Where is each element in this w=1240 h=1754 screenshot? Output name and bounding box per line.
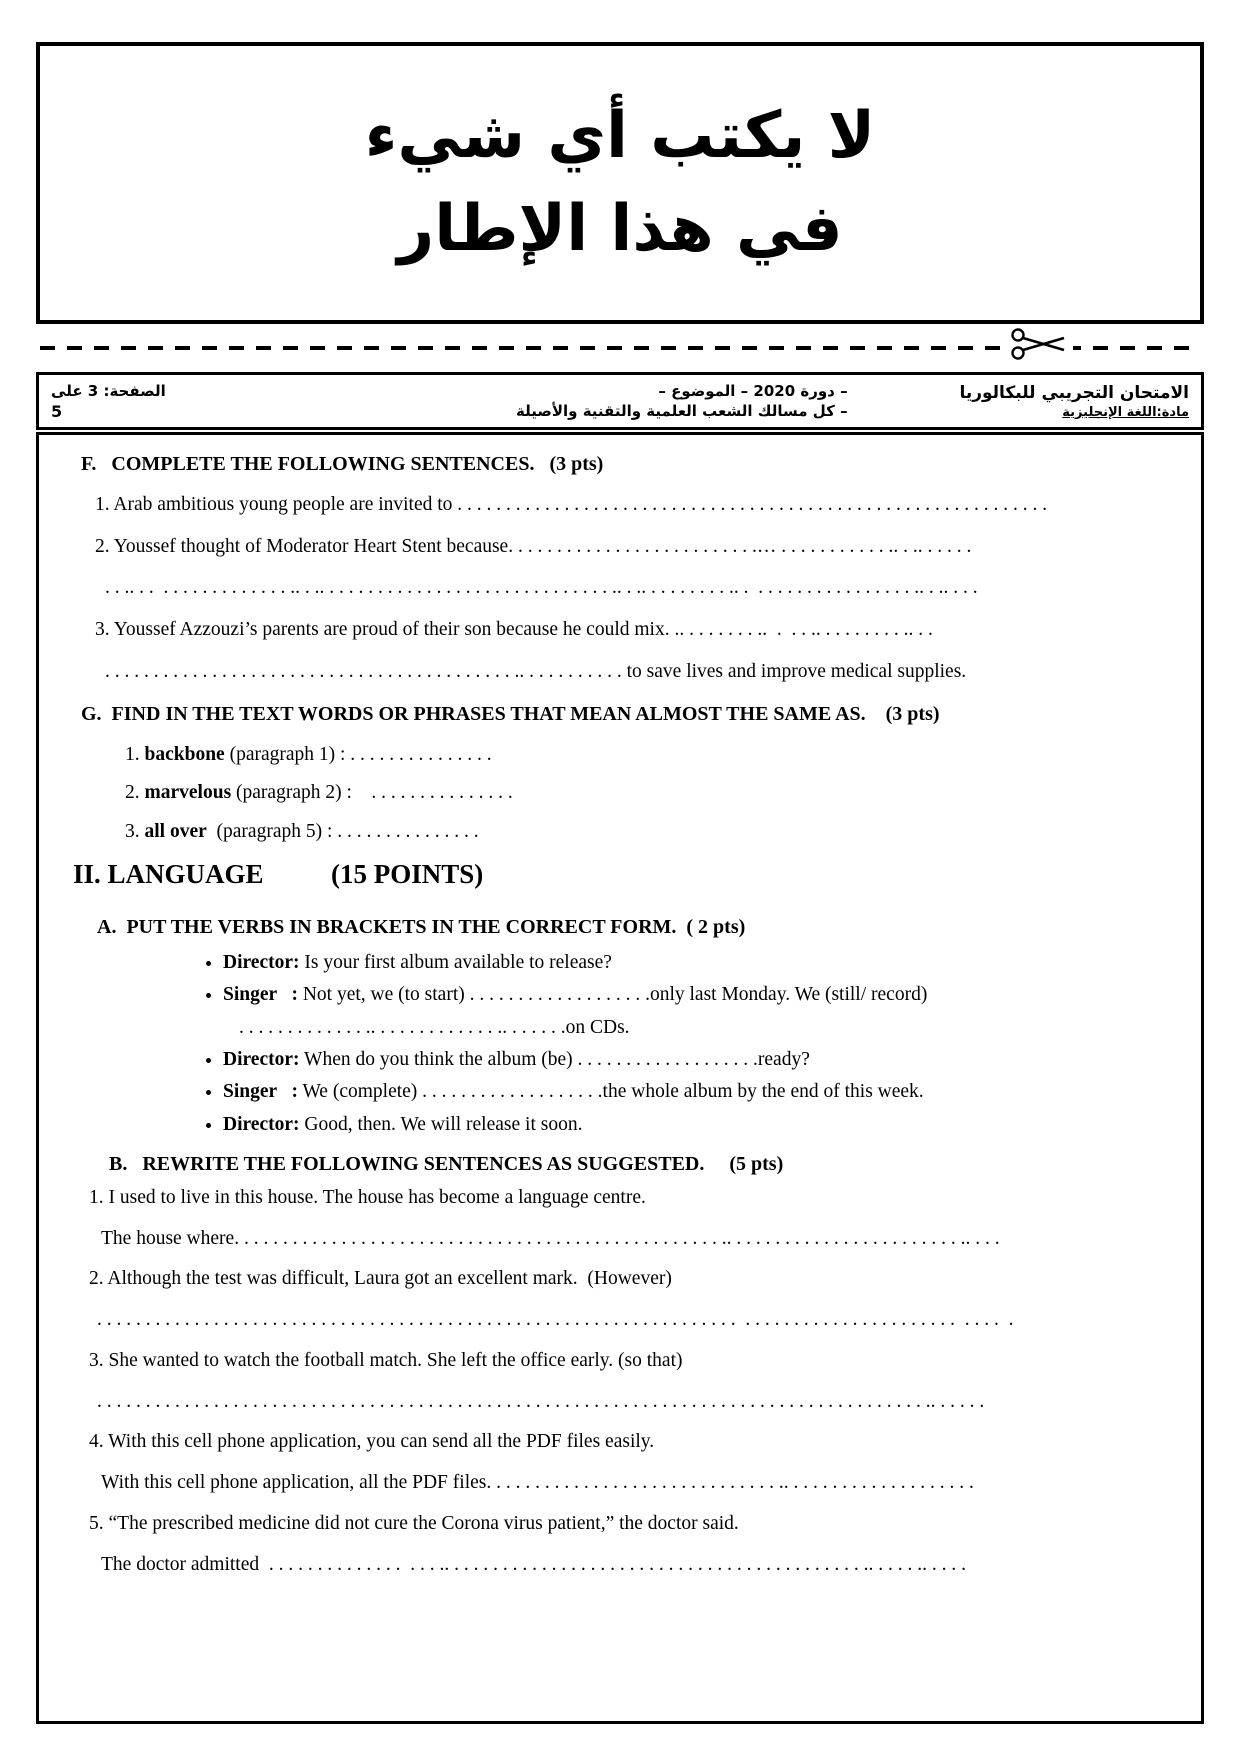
section-g-heading: G. FIND IN THE TEXT WORDS OR PHRASES THAT MEAN ALMOST THE SAME AS. (3 pts): [81, 702, 940, 725]
b-question-5: 5. “The prescribed medicine did not cure the Corona virus patient,” the doctor said.: [89, 1512, 739, 1534]
dialog-continuation-line: . . . . . . . . . . . . . .. . . . . . . . . . . . . .. . . . . . .on CDs.: [239, 1016, 630, 1038]
dialog-list: [73, 950, 1173, 1137]
f-answer-dots-3: . . . . . . . . . . . . . . . . . . . . . . . . . . . . . . . . . . . . . . . . . . .. . . . . . . . . . . to save lives and improve medical supplies.: [105, 660, 967, 682]
language-section-heading: II. LANGUAGE (15 POINTS): [73, 858, 484, 889]
no-writing-notice-box: [36, 42, 1204, 324]
notice-text-line2: في هذا الإطار: [397, 192, 843, 266]
b-answer-2: . . . . . . . . . . . . . . . . . . . . . . . . . . . . . . . . . . . . . . . . . . . . . . . . . . . . . . . . . . . . . . . . . . . . . . . . . . . . . . . . . . . . . . . . . . . . .: [97, 1309, 1014, 1331]
b-question-3: 3. She wanted to watch the football match. She left the office early. (so that): [89, 1349, 683, 1371]
header-page-block: [51, 382, 381, 421]
dialog-text: Is your first album available to release?: [299, 951, 612, 973]
session-label: – دورة 2020 – الموضوع –: [658, 382, 848, 400]
f-question-1: 1. Arab ambitious young people are invited to . . . . . . . . . . . . . . . . . . . . . . . . . . . . . . . . . . . . . . . . . . . . . . . . . . . . . . . . . . . . .: [95, 494, 1048, 515]
dialog-line-singer-2: [223, 1079, 1173, 1104]
dialog-line-director-2: [223, 1047, 1173, 1072]
notice-text-line1: لا يكتب أي شيء: [364, 98, 876, 173]
b-answer-5: The doctor admitted . . . . . . . . . . . . . . . . . .. . . . . . . . . . . . . . . . . . . . . . . . . . . . . . . . . . . . . . . . . . . .. . . . . .. . . . .: [101, 1553, 966, 1575]
exam-title: الامتحان التجريبي للبكالوريا: [959, 382, 1189, 403]
b-question-1: 1. I used to live in this house. The house has become a language centre.: [89, 1186, 646, 1208]
exam-info-header: [36, 372, 1204, 430]
dialog-text: We (complete) . . . . . . . . . . . . . . . . . . .the whole album by the end of this week.: [297, 1081, 924, 1103]
dialog-line-director-1: [223, 950, 1173, 975]
g-item-1-number: 1.: [125, 743, 145, 765]
b-answer-3: . . . . . . . . . . . . . . . . . . . . . . . . . . . . . . . . . . . . . . . . . . . . . . . . . . . . . . . . . . . . . . . . . . . . . . . . . . . . . . . . . . . . . .. . . . . .: [97, 1390, 985, 1412]
speaker-name: Director:: [223, 1048, 300, 1070]
subject-label: مادة:اللغة الإنجليزية: [1062, 404, 1189, 420]
g-item-2-number: 2.: [125, 782, 145, 804]
speaker-name: Director:: [223, 1113, 300, 1135]
section-a-heading: A. PUT THE VERBS IN BRACKETS IN THE CORRECT FORM. ( 2 pts): [97, 915, 746, 938]
streams-label: – كل مسالك الشعب العلمية والتقنية والأصيلة: [516, 402, 848, 420]
section-f-heading: F. COMPLETE THE FOLLOWING SENTENCES. (3 pts): [81, 453, 604, 475]
page-total-number: 5: [51, 401, 63, 421]
g-item-3-answer: (paragraph 5) : . . . . . . . . . . . . . . .: [206, 821, 479, 843]
header-session-block: [381, 382, 848, 420]
f-answer-dots-2: . . .. . . . . . . . . . . . . . . . .. . .. . . . . . . . . . . . . . . . . . . . . . . . . . . . . . .. . .. . . . . . . . . .. . . . . . . . . . . . . . . . . . .. . .. . . .: [105, 577, 978, 599]
scissors-icon: [1005, 327, 1073, 361]
g-item-1-word: backbone: [144, 743, 225, 765]
f-question-3: 3. Youssef Azzouzi’s parents are proud of their son because he could mix. .. . . . . . . . .. . . . .. . . . . . . . . .. . .: [95, 619, 933, 641]
g-item-1-answer: (paragraph 1) : . . . . . . . . . . . . . . .: [224, 743, 492, 765]
dialog-line-director-3: [223, 1112, 1173, 1137]
b-answer-4: With this cell phone application, all the PDF files. . . . . . . . . . . . . . . . . . . . . . . . . . . . . . .. . . . . . . . . . . . . . . . . . . .: [101, 1472, 974, 1494]
speaker-name: Singer :: [223, 1081, 298, 1103]
dialog-text: When do you think the album (be) . . . . . . . . . . . . . . . . . . .ready?: [299, 1048, 810, 1070]
b-question-2: 2. Although the test was difficult, Laura got an excellent mark. (However): [89, 1268, 672, 1290]
g-item-3-number: 3.: [125, 821, 145, 843]
g-item-2: [125, 780, 1173, 806]
dialog-line-singer-1: [223, 982, 1173, 1007]
speaker-name: Singer :: [223, 984, 298, 1006]
header-title-block: [848, 383, 1189, 420]
b-answer-1: The house where. . . . . . . . . . . . . . . . . . . . . . . . . . . . . . . . . . . . . . . . . . . . . . . . . . .. . . . . . . . . . . . . . . . . . . . . . . . .. . . .: [101, 1227, 1000, 1249]
g-item-3-word: all over: [144, 821, 207, 843]
b-question-4: 4. With this cell phone application, you can send all the PDF files easily.: [89, 1431, 655, 1453]
g-item-3: [125, 819, 1173, 845]
g-item-1: [125, 742, 1173, 768]
page-number-label: الصفحة: 3 على: [51, 381, 166, 400]
section-b-heading: B. REWRITE THE FOLLOWING SENTENCES AS SUGGESTED. (5 pts): [109, 1152, 784, 1175]
g-item-2-answer: (paragraph 2) : . . . . . . . . . . . . . . .: [231, 782, 513, 804]
exam-content: [36, 432, 1204, 1724]
dialog-text: Good, then. We will release it soon.: [299, 1113, 583, 1135]
dialog-text: Not yet, we (to start) . . . . . . . . . . . . . . . . . . .only last Monday. We (still/ record): [297, 984, 928, 1006]
f-question-2: 2. Youssef thought of Moderator Heart Stent because. . . . . . . . . . . . . . . . . . . . . . . . . .… . . . . . . . . . . . .. . .. . . . . .: [95, 535, 972, 557]
g-item-2-word: marvelous: [144, 782, 232, 804]
speaker-name: Director:: [223, 951, 300, 973]
